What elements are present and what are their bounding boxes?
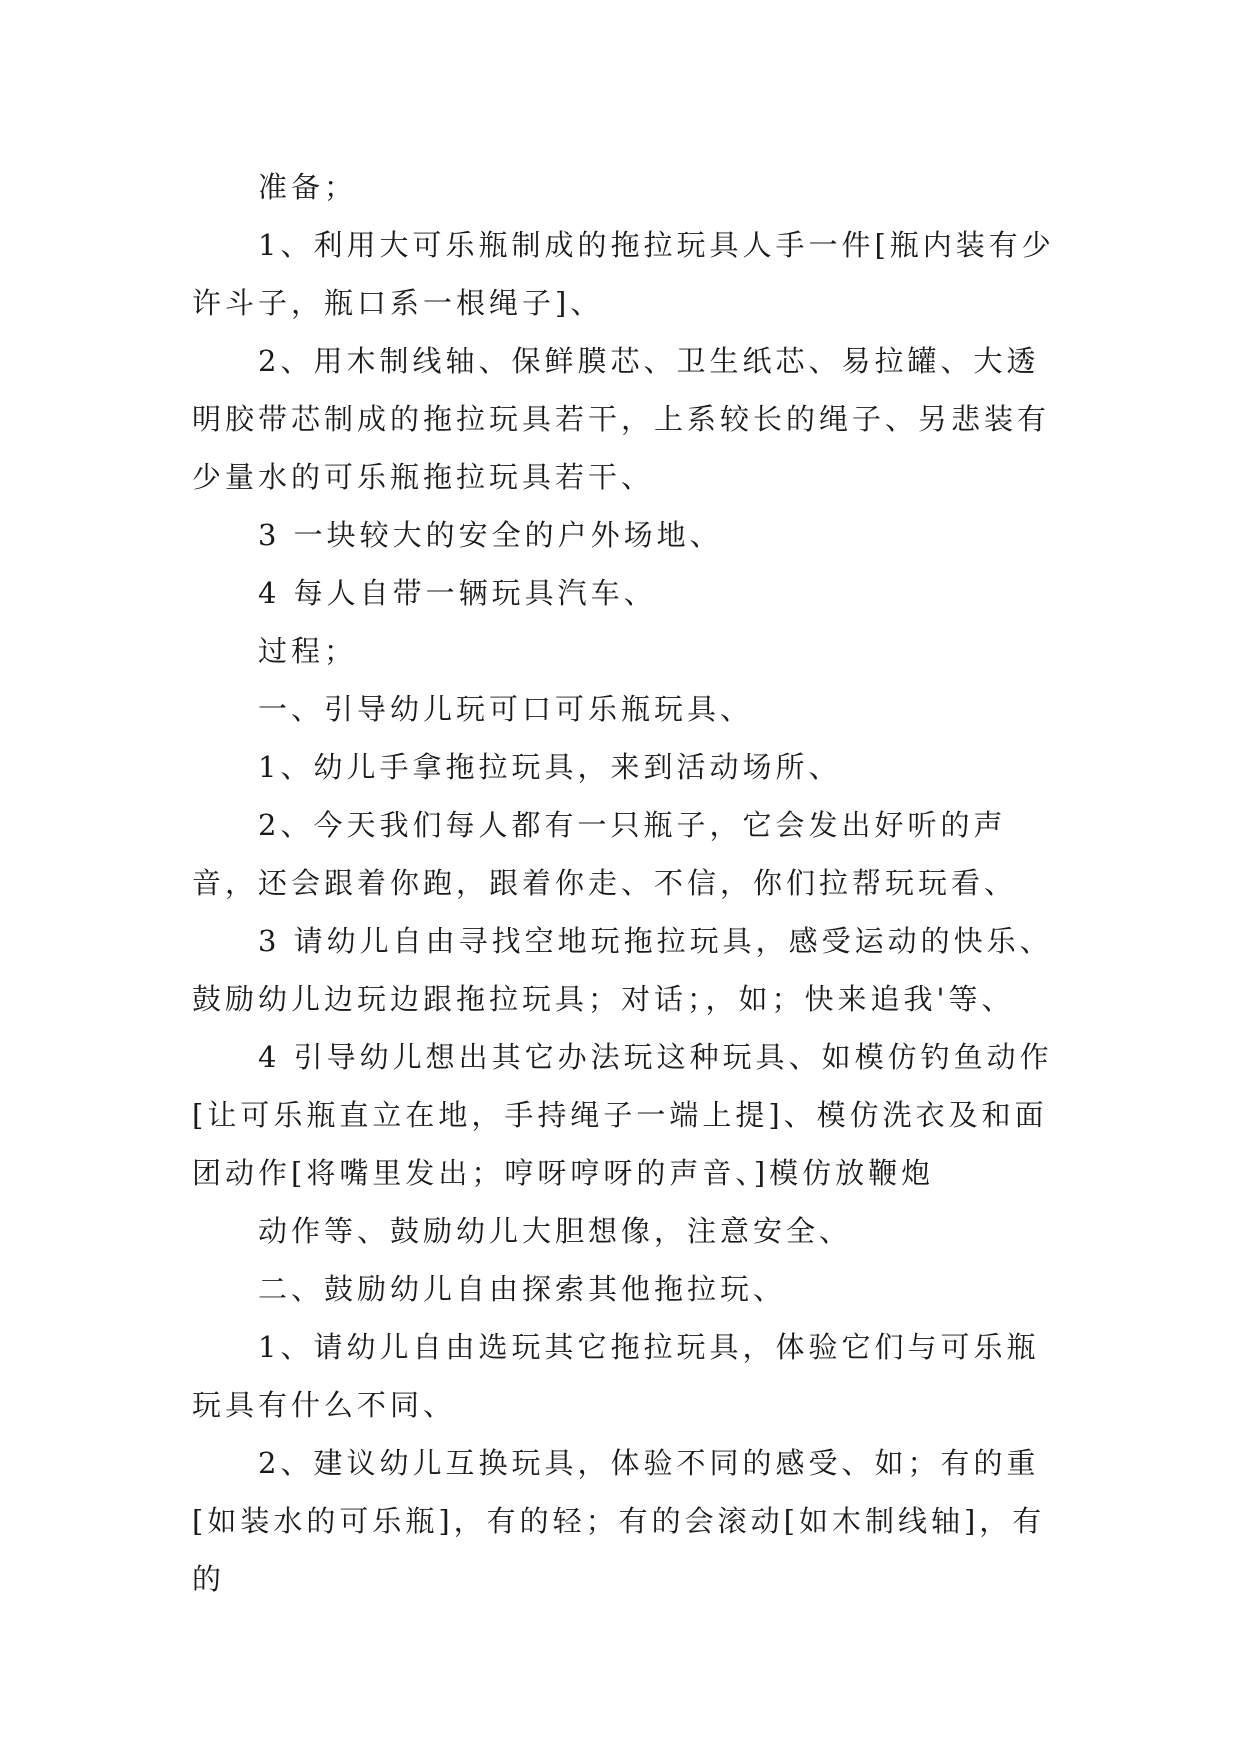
paragraph: 2、建议幼儿互换玩具，体验不同的感受、如；有的重[如装水的可乐瓶]，有的轻；有的会滚动[如木制线轴]，有的 bbox=[192, 1446, 1046, 1596]
paragraph: 动作等、鼓励幼儿大胆想像，注意安全、 bbox=[258, 1214, 853, 1248]
paragraph: 1、幼儿手拿拖拉玩具，来到活动场所、 bbox=[258, 750, 842, 784]
document-body bbox=[192, 158, 1062, 1608]
paragraph: 1、利用大可乐瓶制成的拖拉玩具人手一件[瓶内装有少许斗子，瓶口系一根绳子]、 bbox=[192, 228, 1055, 320]
paragraph: 二、鼓励幼儿自由探索其他拖拉玩、 bbox=[258, 1272, 787, 1306]
paragraph: 过程； bbox=[258, 634, 358, 668]
paragraph: 2、用木制线轴、保鲜膜芯、卫生纸芯、易拉罐、大透明胶带芯制成的拖拉玩具若干，上系较长的绳子、另悲装有少量水的可乐瓶拖拉玩具若干、 bbox=[192, 344, 1051, 494]
paragraph: 一、引导幼儿玩可口可乐瓶玩具、 bbox=[258, 692, 754, 726]
paragraph: 4 每人自带一辆玩具汽车、 bbox=[258, 576, 657, 610]
paragraph: 2、今天我们每人都有一只瓶子，它会发出好听的声音，还会跟着你跑，跟着你走、不信，你们拉帮玩玩看、 bbox=[192, 808, 1018, 900]
paragraph: 1、请幼儿自由选玩其它拖拉玩具，体验它们与可乐瓶玩具有什么不同、 bbox=[192, 1330, 1040, 1422]
paragraph: 3 请幼儿自由寻找空地玩拖拉玩具，感受运动的快乐、鼓励幼儿边玩边跟拖拉玩具；对话；，如；快来追我'等、 bbox=[192, 924, 1053, 1016]
paragraph: 4 引导幼儿想出其它办法玩这种玩具、如模仿钓鱼动作[让可乐瓶直立在地，手持绳子一端上提]、模仿洗衣及和面团动作[将嘴里发出；哼呀哼呀的声音、]模仿放鞭炮 bbox=[192, 1040, 1053, 1190]
paragraph: 3 一块较大的安全的户外场地、 bbox=[258, 518, 723, 552]
paragraph: 准备； bbox=[258, 170, 358, 204]
